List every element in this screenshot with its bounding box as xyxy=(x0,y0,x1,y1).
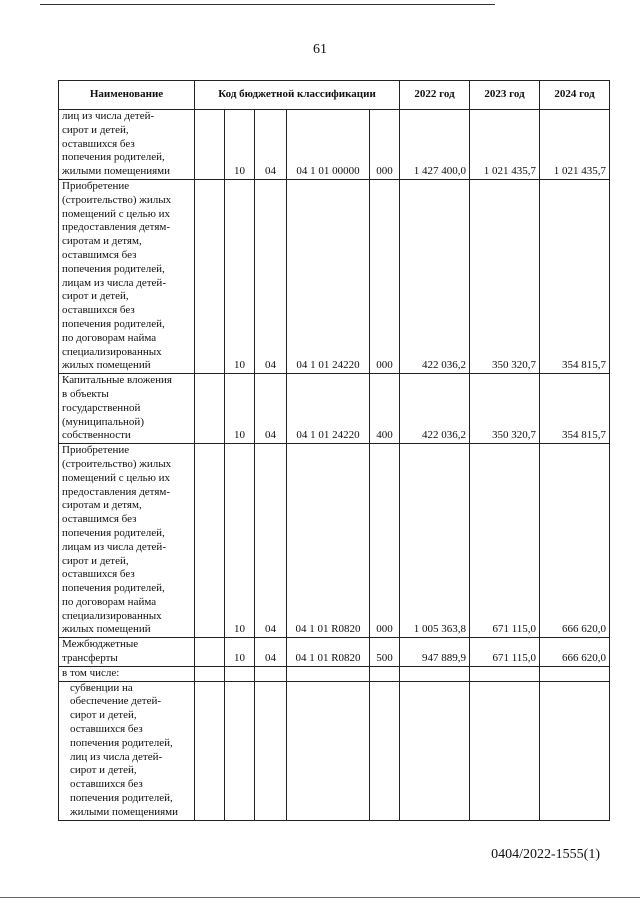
code-part xyxy=(195,179,225,373)
amount-2022: 1 427 400,0 xyxy=(400,110,470,180)
code-part xyxy=(195,681,225,820)
table-header-row xyxy=(59,81,610,110)
table-row xyxy=(59,681,610,820)
code-expense-type: 000 xyxy=(370,110,400,180)
code-part xyxy=(195,374,225,444)
table-row xyxy=(59,110,610,180)
code-target xyxy=(287,666,370,681)
header-code: Код бюджетной классификации xyxy=(195,81,400,110)
amount-2022 xyxy=(400,666,470,681)
header-2022: 2022 год xyxy=(400,81,470,110)
code-expense-type: 500 xyxy=(370,638,400,667)
code-expense-type: 400 xyxy=(370,374,400,444)
amount-2022 xyxy=(400,681,470,820)
amount-2022: 422 036,2 xyxy=(400,179,470,373)
code-expense-type xyxy=(370,666,400,681)
budget-table xyxy=(58,80,610,821)
amount-2024 xyxy=(540,681,610,820)
code-target xyxy=(287,681,370,820)
table-row xyxy=(59,444,610,638)
row-name: лиц из числа детей- сирот и детей, оставшихся без попечения родителей, жилыми помещениями xyxy=(59,110,195,180)
amount-2023: 350 320,7 xyxy=(470,374,540,444)
amount-2023 xyxy=(470,666,540,681)
header-2024: 2024 год xyxy=(540,81,610,110)
amount-2022: 1 005 363,8 xyxy=(400,444,470,638)
amount-2023: 350 320,7 xyxy=(470,179,540,373)
code-part xyxy=(195,444,225,638)
code-subsection xyxy=(255,681,287,820)
header-2023: 2023 год xyxy=(470,81,540,110)
row-name: Приобретение (строительство) жилых помещений с целью их предоставления детям- сиротам и детям, оставшимся без попечения родителей, лицам из числа детей- сирот и детей, оставшихся без попечения родителей, по договорам найма специализированных жилых помещений xyxy=(59,444,195,638)
amount-2023: 671 115,0 xyxy=(470,638,540,667)
code-subsection: 04 xyxy=(255,374,287,444)
code-section: 10 xyxy=(225,110,255,180)
amount-2024: 666 620,0 xyxy=(540,638,610,667)
code-section: 10 xyxy=(225,179,255,373)
amount-2024: 666 620,0 xyxy=(540,444,610,638)
document-code: 0404/2022-1555(1) xyxy=(491,847,600,862)
amount-2022: 422 036,2 xyxy=(400,374,470,444)
row-name: субвенции на обеспечение детей- сирот и детей, оставшихся без попечения родителей, лиц из числа детей- сирот и детей, оставшихся без попечения родителей, жилыми помещениями xyxy=(59,681,195,820)
table-row xyxy=(59,638,610,667)
amount-2023 xyxy=(470,681,540,820)
amount-2024: 354 815,7 xyxy=(540,179,610,373)
code-section xyxy=(225,681,255,820)
code-target: 04 1 01 00000 xyxy=(287,110,370,180)
amount-2022: 947 889,9 xyxy=(400,638,470,667)
row-name: Приобретение (строительство) жилых помещений с целью их предоставления детям- сиротам и детям, оставшимся без попечения родителей, лицам из числа детей- сирот и детей, оставшихся без попечения родителей, по договорам найма специализированных жилых помещений xyxy=(59,179,195,373)
code-target: 04 1 01 R0820 xyxy=(287,638,370,667)
amount-2024 xyxy=(540,666,610,681)
amount-2024: 1 021 435,7 xyxy=(540,110,610,180)
code-subsection: 04 xyxy=(255,638,287,667)
table-row xyxy=(59,374,610,444)
code-target: 04 1 01 24220 xyxy=(287,179,370,373)
row-name: в том числе: xyxy=(59,666,195,681)
header-name: Наименование xyxy=(59,81,195,110)
table-row xyxy=(59,179,610,373)
amount-2023: 1 021 435,7 xyxy=(470,110,540,180)
code-part xyxy=(195,110,225,180)
code-subsection xyxy=(255,666,287,681)
table-row xyxy=(59,666,610,681)
bottom-rule xyxy=(0,897,640,898)
code-subsection: 04 xyxy=(255,179,287,373)
amount-2023: 671 115,0 xyxy=(470,444,540,638)
page-number: 61 xyxy=(313,42,327,57)
code-section: 10 xyxy=(225,444,255,638)
row-name: Капитальные вложения в объекты государственной (муниципальной) собственности xyxy=(59,374,195,444)
top-rule xyxy=(40,4,495,5)
code-subsection: 04 xyxy=(255,444,287,638)
code-part xyxy=(195,666,225,681)
row-name: Межбюджетные трансферты xyxy=(59,638,195,667)
code-expense-type: 000 xyxy=(370,179,400,373)
code-part xyxy=(195,638,225,667)
code-expense-type: 000 xyxy=(370,444,400,638)
code-expense-type xyxy=(370,681,400,820)
amount-2024: 354 815,7 xyxy=(540,374,610,444)
code-section xyxy=(225,666,255,681)
code-section: 10 xyxy=(225,638,255,667)
code-subsection: 04 xyxy=(255,110,287,180)
code-section: 10 xyxy=(225,374,255,444)
code-target: 04 1 01 24220 xyxy=(287,374,370,444)
code-target: 04 1 01 R0820 xyxy=(287,444,370,638)
